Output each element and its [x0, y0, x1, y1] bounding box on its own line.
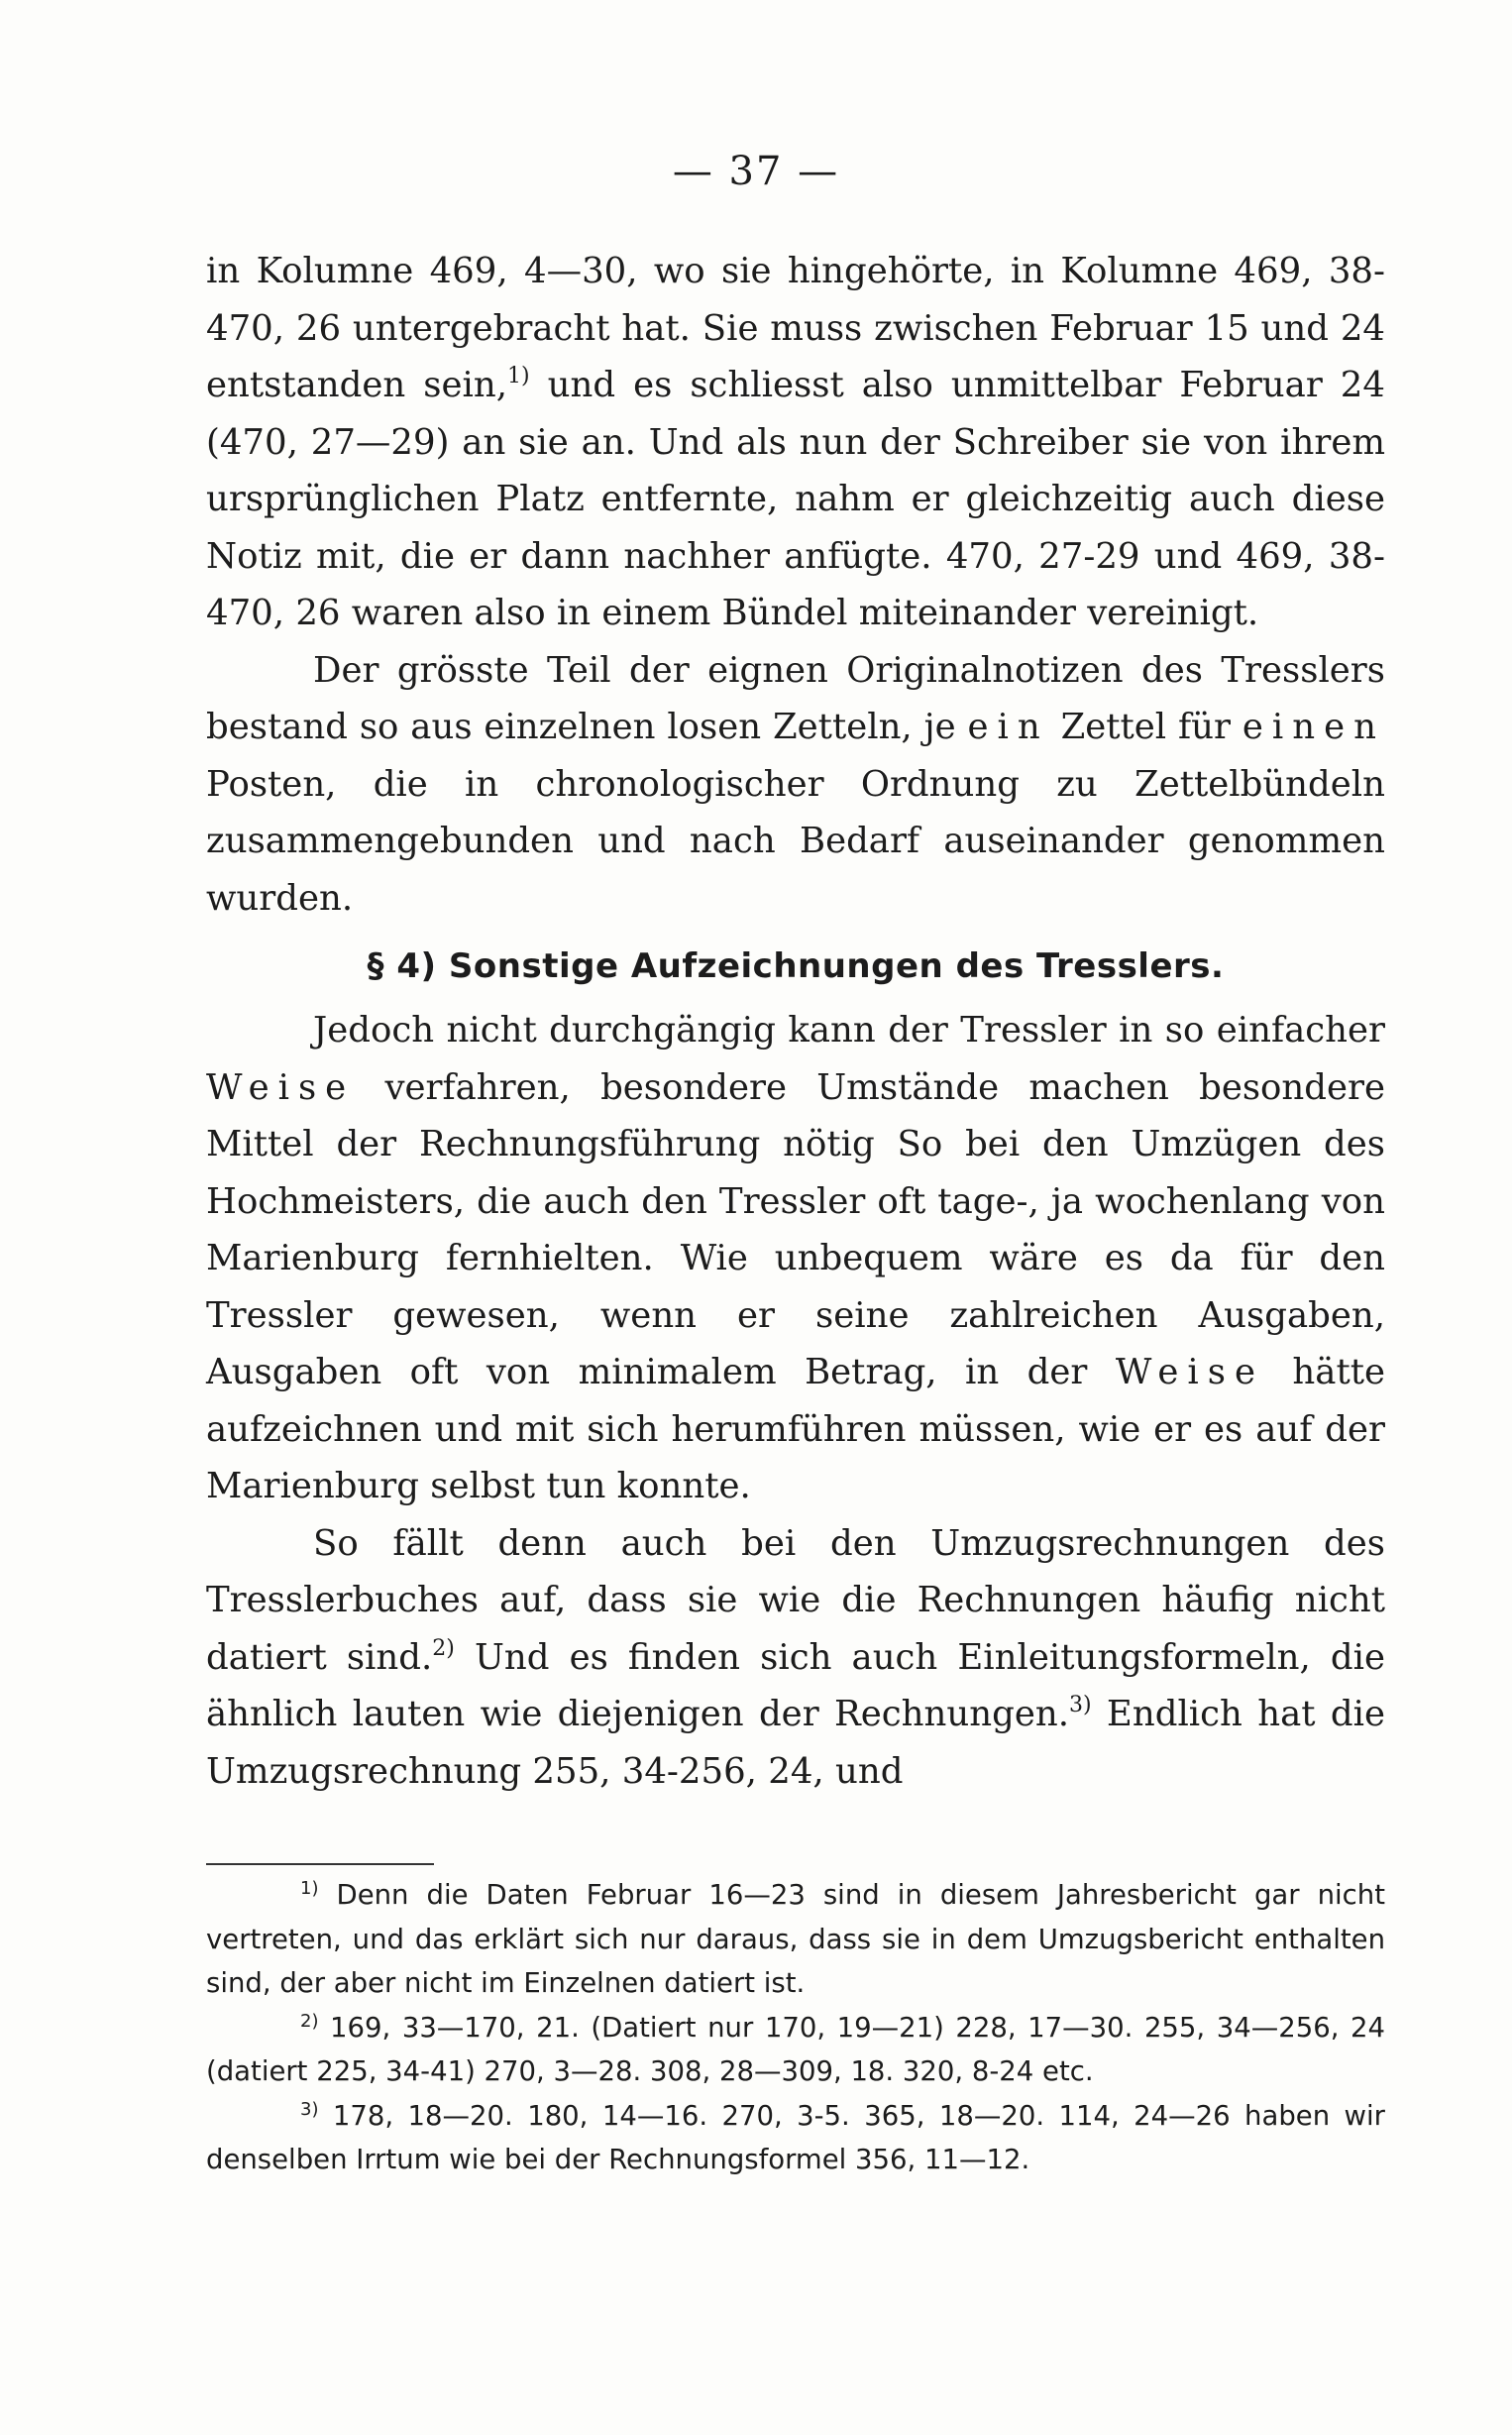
paragraph-2-text-b: Zettel für	[1048, 707, 1242, 747]
footnote-3	[206, 2094, 1385, 2182]
paragraph-2-text-c: Posten, die in chronologischer Ordnung zu Zettelbündeln zusammengebunden und nach Bedarf auseinander genommen wurden.	[206, 763, 1385, 919]
spaced-word-weise-2: Weise	[1115, 1352, 1264, 1392]
footnote-1	[206, 1873, 1385, 2006]
footnote-3-text: 178, 18—20. 180, 14—16. 270, 3-5. 365, 18—20. 114, 24—26 haben wir denselben Irrtum wie bei der Rechnungsformel 356, 11—12.	[206, 2099, 1385, 2175]
footnote-1-text: Denn die Daten Februar 16—23 sind in diesem Jahresbericht gar nicht vertreten, und das erklärt sich nur daraus, dass sie in dem Umzugsbericht enthalten sind, der aber nicht im Einzelnen datiert ist.	[206, 1879, 1385, 1999]
spaced-word-weise-1: Weise	[206, 1066, 356, 1108]
paragraph-3-text-a: Jedoch nicht durchgängig kann der Tressler in so einfacher	[313, 1010, 1385, 1051]
paragraph-umzugsrechnungen	[206, 1515, 1385, 1801]
footnote-divider	[206, 1863, 434, 1865]
main-text	[206, 243, 1385, 1800]
paragraph-1-text: in Kolumne 469, 4—30, wo sie hingehörte, in Kolumne 469, 38-470, 26 untergebracht hat. Sie muss zwischen Februar 15 und 24 entstanden sein,	[206, 251, 1385, 405]
footnote-ref-1: 1)	[507, 364, 530, 388]
footnote-ref-3: 3)	[1068, 1693, 1092, 1717]
page-number: — 37 —	[672, 149, 840, 194]
paragraph-4-text-b: Und es finden sich auch Einleitungsformeln, die ähnlich lauten wie diejenigen der Rechnungen.	[206, 1636, 1386, 1734]
footnote-2-text: 169, 33—170, 21. (Datiert nur 170, 19—21) 228, 17—30. 255, 34—256, 24 (datiert 225, 34-41) 270, 3—28. 308, 28—309, 18. 320, 8-24 etc.	[206, 2011, 1385, 2087]
footnote-3-marker: 3)	[300, 2098, 319, 2120]
footnote-2-marker: 2)	[300, 2010, 319, 2032]
paragraph-2-text-a: Der grösste Teil der eignen Originalnotizen des Tresslers bestand so aus einzelnen losen Zetteln, je	[206, 649, 1385, 747]
footnote-2	[206, 2006, 1385, 2094]
footnote-1-marker: 1)	[300, 1878, 319, 1899]
paragraph-continuation	[206, 243, 1385, 642]
paragraph-1-text-cont: und es schliesst also unmittelbar Februar 24 (470, 27—29) an sie an. Und als nun der Schreiber sie von ihrem ursprünglichen Platz entfernte, nahm er gleichzeitig auch diese Notiz mit, die er dann nachher anfügte. 470, 27-29 und 469, 38-470, 26 waren also in einem Bündel miteinander vereinigt.	[206, 365, 1385, 633]
paragraph-3-text-b: verfahren, besondere Umstände machen besondere Mittel der Rechnungsführung nötig So bei den Umzügen des Hochmeisters, die auch den Tressler oft tage-, ja wochenlang von Marienburg fernhielten. Wie unbequem wäre es da für den Tressler gewesen, wenn er seine zahlreichen Ausgaben, Ausgaben oft von minimalem Betrag, in der	[206, 1066, 1385, 1392]
paragraph-4-text-c: Endlich hat die Umzugsrechnung 255, 34-256, 24, und	[206, 1694, 1385, 1792]
footnote-ref-2: 2)	[432, 1635, 455, 1661]
spaced-word-einen: einen	[1242, 707, 1385, 747]
footnotes	[206, 1873, 1385, 2182]
paragraph-umzuege	[206, 1002, 1385, 1515]
paragraph-4-text-a: So fällt denn auch bei den Umzugsrechnungen des Tresslerbuches auf, dass sie wie die Rechnungen häufig nicht datiert sind.	[206, 1522, 1385, 1678]
section-heading: § 4) Sonstige Aufzeichnungen des Tresslers.	[367, 946, 1225, 986]
paragraph-zettel	[206, 642, 1385, 928]
paragraph-3-text-c: hätte aufzeichnen und mit sich herumführen müssen, wie er es auf der Marienburg selbst tun konnte.	[206, 1352, 1385, 1506]
spaced-word-ein: ein	[967, 707, 1049, 747]
